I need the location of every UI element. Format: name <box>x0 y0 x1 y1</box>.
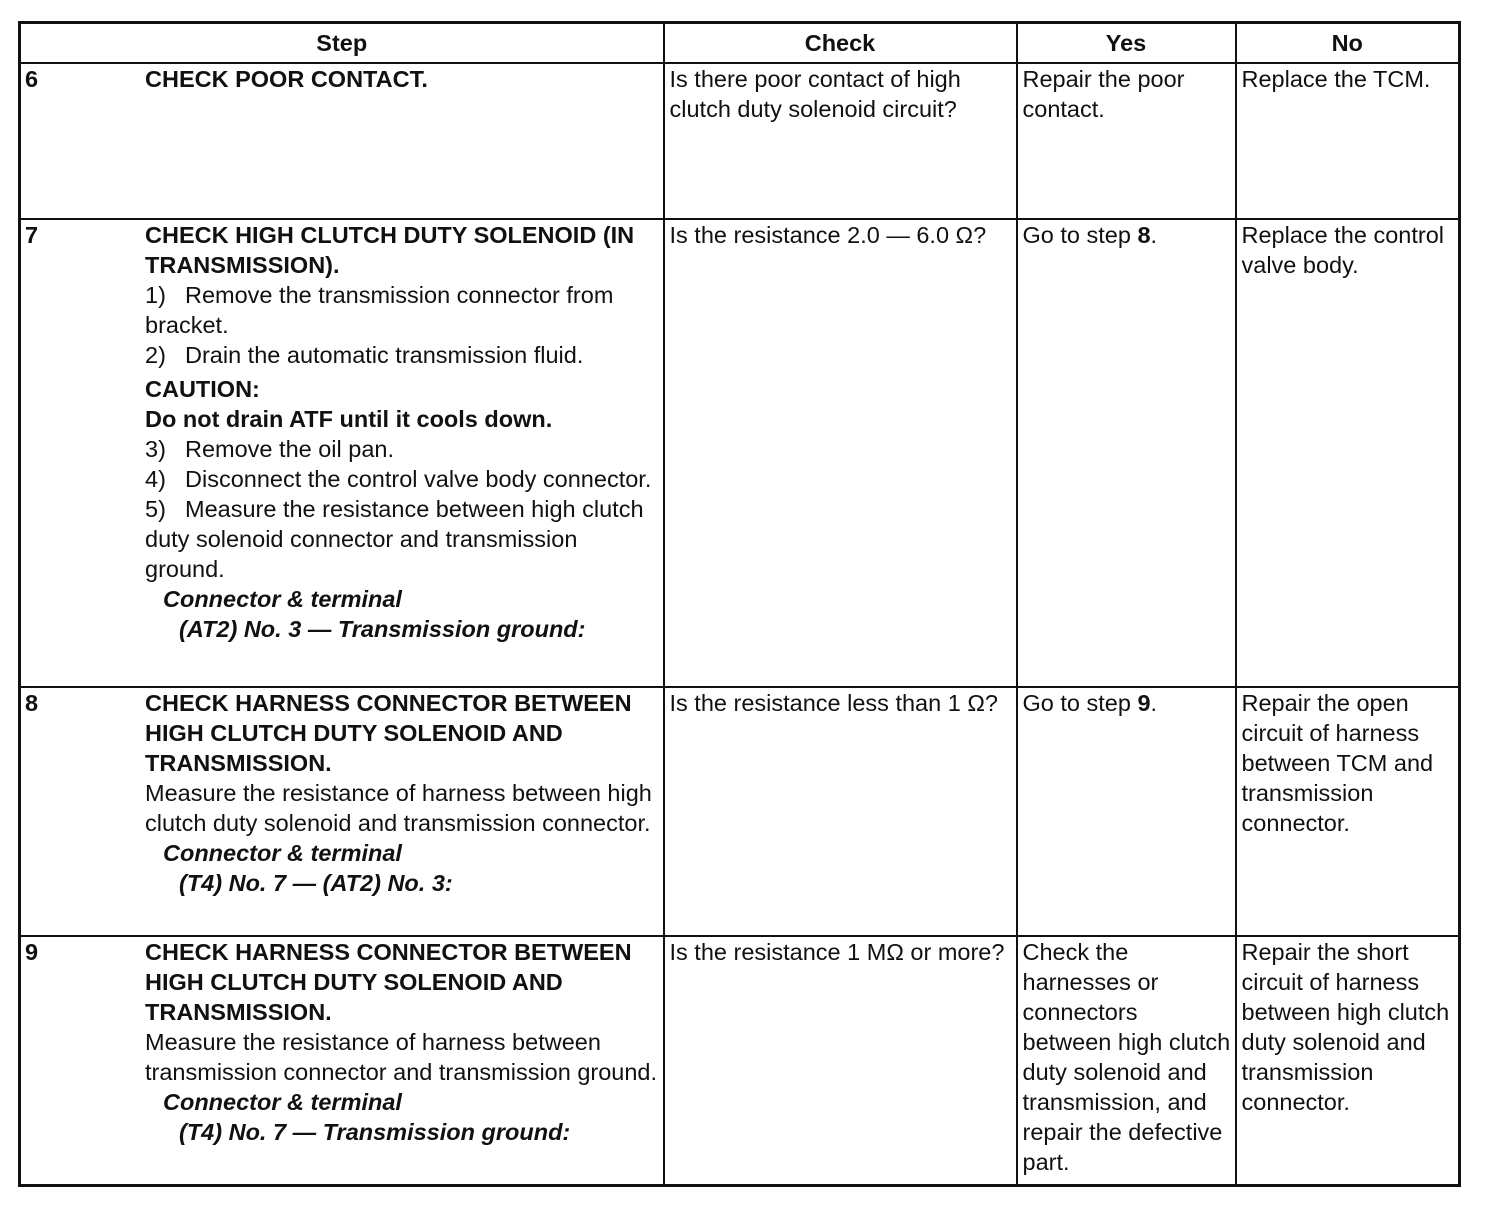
header-step: Step <box>20 23 664 64</box>
yes-step-link: 8 <box>1137 222 1151 248</box>
substep-number: 3) <box>145 436 166 462</box>
step-number: 8 <box>25 690 39 716</box>
substep-text: Remove the oil pan. <box>185 436 395 462</box>
step-instruction: Measure the resistance of harness between high clutch duty solenoid and transmission connector. <box>145 780 652 836</box>
step-title: CHECK HARNESS CONNECTOR BETWEEN HIGH CLUTCH DUTY SOLENOID AND TRANSMISSION. <box>145 690 632 776</box>
connector-terminal-value: (T4) No. 7 — (AT2) No. 3: <box>179 870 453 896</box>
step-title: CHECK HIGH CLUTCH DUTY SOLENOID (IN TRANSMISSION). <box>145 222 635 278</box>
connector-terminal-label: Connector & terminal <box>163 1089 402 1115</box>
yes-step-link: 9 <box>1137 690 1151 716</box>
substep-4 <box>145 464 659 494</box>
step-body <box>21 220 663 644</box>
substep-number: 5) <box>145 496 166 522</box>
yes-prefix: Go to step <box>1022 690 1138 716</box>
yes-cell: Check the harnesses or connectors between high clutch duty solenoid and transmission, and repair the defective part. <box>1017 936 1236 1186</box>
substep-number: 4) <box>145 466 166 492</box>
substep-number: 1) <box>145 282 166 308</box>
connector-terminal-value: (T4) No. 7 — Transmission ground: <box>179 1119 571 1145</box>
yes-cell <box>1017 687 1236 936</box>
check-cell: Is the resistance 1 MΩ or more? <box>664 936 1017 1186</box>
step-body <box>21 688 663 898</box>
step-cell <box>20 219 664 687</box>
step-body <box>21 937 663 1147</box>
check-cell: Is the resistance 2.0 — 6.0 Ω? <box>664 219 1017 687</box>
header-check: Check <box>664 23 1017 64</box>
substep-text: Drain the automatic transmission fluid. <box>185 342 584 368</box>
yes-cell: Repair the poor contact. <box>1017 63 1236 219</box>
no-cell: Repair the open circuit of harness between TCM and transmission connector. <box>1236 687 1460 936</box>
yes-cell <box>1017 219 1236 687</box>
connector-terminal-label: Connector & terminal <box>163 586 402 612</box>
no-cell: Replace the control valve body. <box>1236 219 1460 687</box>
table-row-step-6 <box>20 63 1460 219</box>
connector-terminal-value: (AT2) No. 3 — Transmission ground: <box>179 616 586 642</box>
step-body <box>21 64 663 94</box>
table-row-step-9 <box>20 936 1460 1186</box>
step-number: 9 <box>25 939 39 965</box>
caution-label: CAUTION: <box>145 376 260 402</box>
check-cell: Is there poor contact of high clutch duty solenoid circuit? <box>664 63 1017 219</box>
table-row-step-8 <box>20 687 1460 936</box>
step-cell <box>20 687 664 936</box>
step-instruction: Measure the resistance of harness between transmission connector and transmission ground. <box>145 1029 658 1085</box>
substep-text: Remove the transmission connector from bracket. <box>145 282 614 338</box>
no-cell: Replace the TCM. <box>1236 63 1460 219</box>
diagnostic-table <box>18 21 1461 1187</box>
table-header-row <box>20 23 1460 64</box>
step-cell <box>20 63 664 219</box>
table-row-step-7 <box>20 219 1460 687</box>
substep-2 <box>145 340 659 370</box>
yes-prefix: Go to step <box>1022 222 1138 248</box>
substep-text: Disconnect the control valve body connector. <box>185 466 652 492</box>
step-number: 7 <box>25 222 39 248</box>
yes-suffix: . <box>1150 690 1158 716</box>
step-title: CHECK POOR CONTACT. <box>145 66 428 92</box>
check-cell: Is the resistance less than 1 Ω? <box>664 687 1017 936</box>
step-title: CHECK HARNESS CONNECTOR BETWEEN HIGH CLUTCH DUTY SOLENOID AND TRANSMISSION. <box>145 939 632 1025</box>
step-cell <box>20 936 664 1186</box>
yes-suffix: . <box>1150 222 1158 248</box>
substep-5 <box>145 494 659 584</box>
header-no: No <box>1236 23 1460 64</box>
connector-terminal-label: Connector & terminal <box>163 840 402 866</box>
substep-1 <box>145 280 659 340</box>
caution-text: Do not drain ATF until it cools down. <box>145 406 553 432</box>
step-number: 6 <box>25 66 39 92</box>
no-cell: Repair the short circuit of harness between high clutch duty solenoid and transmission connector. <box>1236 936 1460 1186</box>
substep-number: 2) <box>145 342 166 368</box>
substep-3 <box>145 434 659 464</box>
header-yes: Yes <box>1017 23 1236 64</box>
substep-text: Measure the resistance between high clutch duty solenoid connector and transmission ground. <box>145 496 644 582</box>
